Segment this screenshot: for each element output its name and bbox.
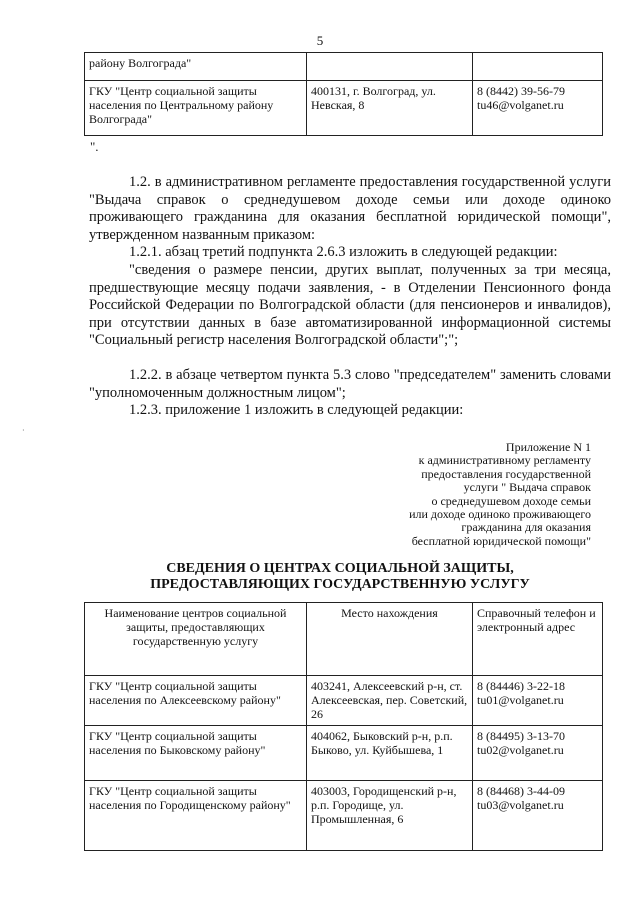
table-cell: 8 (84446) 3-22-18 tu01@volganet.ru xyxy=(473,676,603,726)
table-row xyxy=(85,81,603,136)
appendix-heading xyxy=(409,441,591,548)
table-row xyxy=(85,781,603,851)
page-number: 5 xyxy=(316,33,324,48)
title-line: ПРЕДОСТАВЛЯЮЩИХ ГОСУДАРСТВЕННУЮ УСЛУГУ xyxy=(150,577,530,592)
table-cell: районy Волгограда" xyxy=(85,53,307,81)
paragraph-quote: "сведения о размере пенсии, других выплат, полученных за три месяца, предшествующие месяцу подачи заявления, - в Отделении Пенсионного фонда Российской Федерации по Волгоградской области (для пенсионеров и инвалидов), при отсутствии данных в базе автоматизированной информационной системы "Социальный регистр населения Волгоградской области";"; xyxy=(89,262,611,348)
title-line: СВЕДЕНИЯ О ЦЕНТРАХ СОЦИАЛЬНОЙ ЗАЩИТЫ, xyxy=(166,561,514,576)
table-cell xyxy=(473,53,603,81)
table-cell: 403241, Алексеевский р-н, ст. Алексеевская, пер. Советский, 26 xyxy=(307,676,473,726)
table-header-row xyxy=(85,603,603,676)
centers-table xyxy=(84,602,603,851)
table-cell: 403003, Городищенский р-н, р.п. Городище, ул. Промышленная, 6 xyxy=(307,781,473,851)
table-row xyxy=(85,676,603,726)
paragraph-1-2-3: 1.2.3. приложение 1 изложить в следующей редакции: xyxy=(129,402,464,418)
appendix-line: или доходе одиноко проживающего xyxy=(409,507,591,522)
margin-mark: · xyxy=(22,426,25,435)
table-cell: ГКУ "Центр социальной защиты населения по Городищенскому району" xyxy=(85,781,307,851)
table-cell: ГКУ "Центр социальной защиты населения по Центральному району Волгограда" xyxy=(85,81,307,136)
table-row xyxy=(85,726,603,781)
column-header: Наименование центров социальной защиты, предоставляющих государственную услугу xyxy=(85,603,307,676)
table-cell: 400131, г. Волгоград, ул. Невская, 8 xyxy=(307,81,473,136)
closing-quote: ". xyxy=(90,139,99,154)
table-cell: 404062, Быковский р-н, р.п. Быково, ул. Куйбышева, 1 xyxy=(307,726,473,781)
appendix-line: гражданина для оказания xyxy=(461,520,591,535)
top-table xyxy=(84,52,603,136)
table-cell: 8 (84495) 3-13-70 tu02@volganet.ru xyxy=(473,726,603,781)
table-cell: ГКУ "Центр социальной защиты населения по Алексеевскому району" xyxy=(85,676,307,726)
table-row xyxy=(85,53,603,81)
appendix-line: бесплатной юридической помощи" xyxy=(411,533,591,548)
table-cell xyxy=(307,53,473,81)
table-cell: 8 (84468) 3-44-09 tu03@volganet.ru xyxy=(473,781,603,851)
appendix-line: услуги " Выдача справок xyxy=(463,480,591,495)
appendix-line: к административному регламенту xyxy=(418,453,591,468)
appendix-line: о среднедушевом доходе семьи xyxy=(431,493,591,508)
column-header: Справочный телефон и электронный адрес xyxy=(473,603,603,676)
table-cell: 8 (8442) 39-56-79 tu46@volganet.ru xyxy=(473,81,603,136)
appendix-line: предоставления государственной xyxy=(421,466,591,481)
document-title xyxy=(90,561,590,593)
column-header: Место нахождения xyxy=(307,603,473,676)
paragraph-1-2-2: 1.2.2. в абзаце четвертом пункта 5.3 слово "председателем" заменить словами "уполномоченным должностным лицом"; xyxy=(89,367,611,401)
appendix-line: Приложение N 1 xyxy=(505,440,591,454)
paragraph-1-2-1: 1.2.1. абзац третий подпункта 2.6.3 изложить в следующей редакции: xyxy=(129,244,558,260)
paragraph-1-2: 1.2. в административном регламенте предоставления государственной услуги "Выдача справок о среднедушевом доходе семьи или доходе одиноко проживающего гражданина для оказания бесплатной юридической помощи", утвержденном названным приказом: xyxy=(89,174,611,243)
table-cell: ГКУ "Центр социальной защиты населения по Быковскому району" xyxy=(85,726,307,781)
